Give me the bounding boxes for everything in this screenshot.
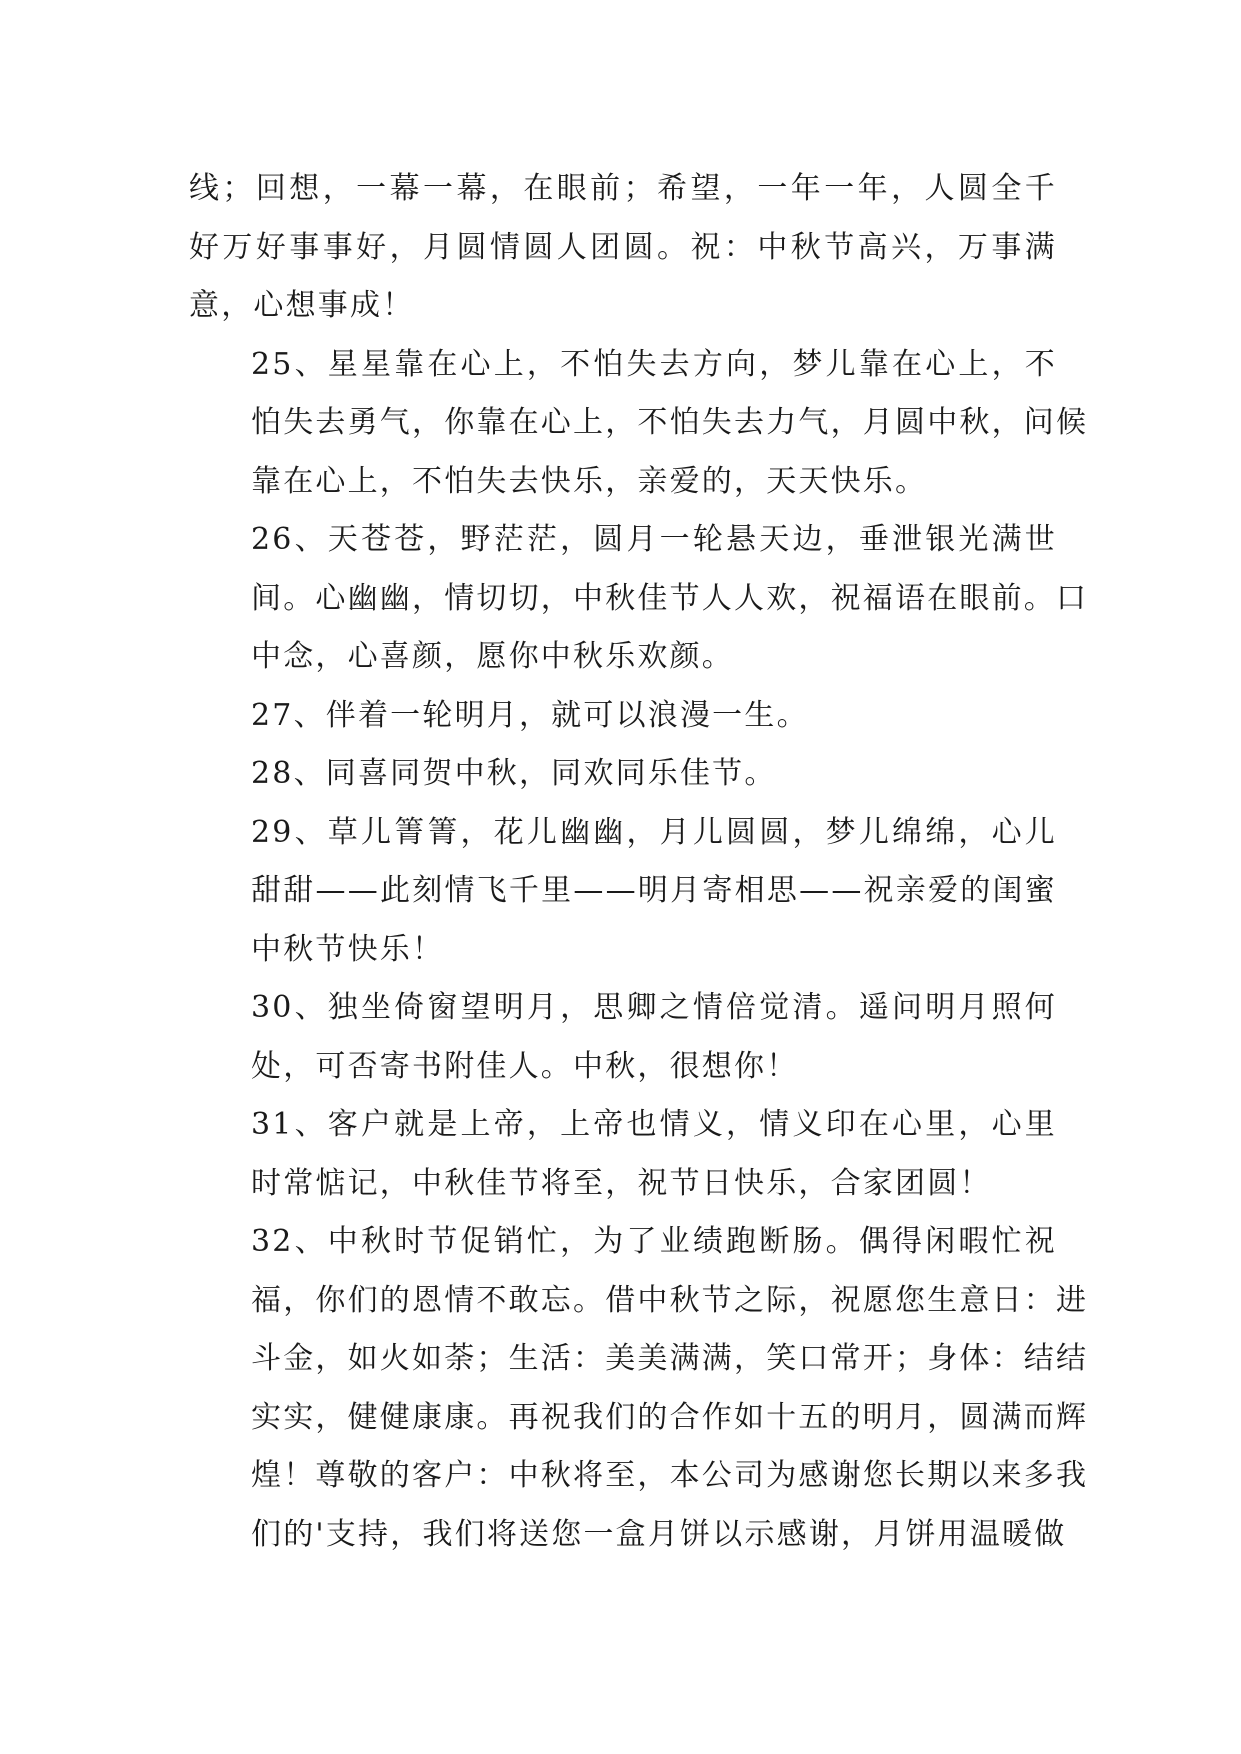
text-line: 实实，健健康康。再祝我们的合作如十五的明月，圆满而辉 [251,1399,1089,1435]
text-line: 甜甜——此刻情飞千里——明月寄相思——祝亲爱的闺蜜 [251,873,1057,908]
paragraph [189,979,1057,1096]
text-line: 们的'支持，我们将送您一盒月饼以示感谢，月饼用温暖做 [251,1516,1067,1552]
text-line: 斗金，如火如荼；生活：美美满满，笑口常开；身体：结结 [251,1341,1089,1376]
text-line: 靠在心上，不怕失去快乐，亲爱的，天天快乐。 [251,463,928,499]
text-line: 30、独坐倚窗望明月，思卿之情倍觉清。遥问明月照何 [251,990,1057,1025]
text-line: 间。心幽幽，情切切，中秋佳节人人欢，祝福语在眼前。口 [251,580,1089,616]
text-line: 中念，心喜颜，愿你中秋乐欢颜。 [251,639,734,674]
text-line: 线；回想，一幕一幕，在眼前；希望，一年一年，人圆全千 [189,171,1057,206]
paragraph [189,804,1057,980]
text-line: 29、草儿箐箐，花儿幽幽，月儿圆圆，梦儿绵绵，心儿 [251,814,1057,850]
paragraph [189,745,1057,804]
text-line: 25、星星靠在心上，不怕失去方向，梦儿靠在心上，不 [251,346,1057,382]
paragraph [189,511,1089,687]
text-line: 27、伴着一轮明月，就可以浪漫一生。 [251,697,809,733]
text-line: 26、天苍苍，野茫茫，圆月一轮悬天边，垂泄银光满世 [251,522,1057,557]
document-page [189,160,1089,1564]
text-line: 时常惦记，中秋佳节将至，祝节日快乐，合家团圆！ [251,1165,992,1201]
text-line: 怕失去勇气，你靠在心上，不怕失去力气，月圆中秋，问候 [251,405,1089,440]
text-line: 煌！尊敬的客户：中秋将至，本公司为感谢您长期以来多我 [251,1458,1089,1493]
text-line: 中秋节快乐！ [251,931,445,967]
text-line: 好万好事事好，月圆情圆人团圆。祝：中秋节高兴，万事满 [189,229,1057,265]
text-line: 意，心想事成！ [189,288,415,323]
paragraph [189,1213,1089,1564]
text-line: 31、客户就是上帝，上帝也情义，情义印在心里，心里 [251,1107,1057,1142]
text-line: 福，你们的恩情不敢忘。借中秋节之际，祝愿您生意日：进 [251,1282,1089,1318]
text-line: 处，可否寄书附佳人。中秋，很想你！ [251,1048,799,1084]
text-line: 32、中秋时节促销忙，为了业绩跑断肠。偶得闲暇忙祝 [251,1224,1057,1259]
paragraph [189,336,1089,512]
text-line: 28、同喜同贺中秋，同欢同乐佳节。 [251,756,777,791]
paragraph [189,1096,1057,1213]
paragraph [189,687,1057,746]
paragraph [189,160,1057,336]
